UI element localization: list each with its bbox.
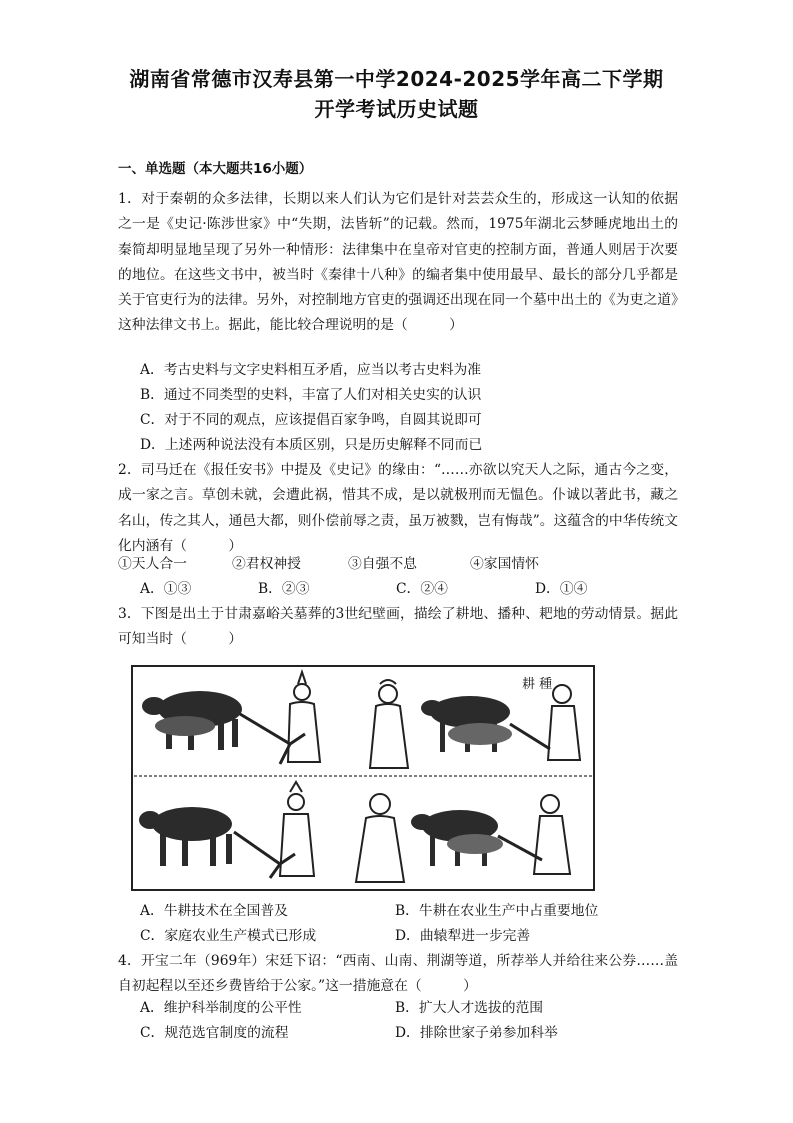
question-2-item-2: ②君权神授 — [232, 556, 301, 572]
question-2-option-b[interactable]: B．②③ — [258, 581, 310, 597]
question-2-option-a[interactable]: A．①③ — [140, 581, 192, 597]
question-2-option-d[interactable]: D．①④ — [535, 581, 588, 597]
question-4-option-d[interactable]: D．排除世家子弟参加科举 — [395, 1025, 558, 1041]
exam-title-line-1: 湖南省常德市汉寿县第一中学2024-2025学年高二下学期 — [129, 67, 664, 91]
question-4-stem: 4．开宝二年（969年）宋廷下诏：“西南、山南、荆湖等道，所荐举人并给往来公券……盖自初起程以至还乡费皆给于公家。”这一措施意在（ ） — [118, 953, 678, 995]
question-1-option-b[interactable]: B．通过不同类型的史料，丰富了人们对相关史实的认识 — [140, 387, 482, 403]
question-3-option-b[interactable]: B．牛耕在农业生产中占重要地位 — [395, 903, 599, 919]
question-2-stem: 2．司马迁在《报任安书》中提及《史记》的缘由：“……亦欲以究天人之际，通古今之变，成一家之言。草创未就，会遭此祸，惜其不成，是以就极刑而无愠色。仆诚以著此书，藏之名山，传之其人，通邑大都，则仆偿前辱之责，虽万被戮，岂有悔哉”。这蕴含的中华传统文化内涵有（ ） — [118, 462, 678, 554]
question-1-stem: 1．对于秦朝的众多法律，长期以来人们认为它们是针对芸芸众生的，形成这一认知的依据之一是《史记·陈涉世家》中“失期，法皆斩”的记载。然而，1975年湖北云梦睡虎地出土的秦简却明显地呈现了另外一种情形：法律集中在皇帝对官吏的控制方面，普通人则居于次要的地位。在这些文书中，被当时《秦律十八种》的编者集中使用最早、最长的部分几乎都是关于官吏行为的法律。另外，对控制地方官吏的强调还出现在同一个墓中出土的《为吏之道》这种法律文书上。据此，能比较合理说明的是（ ） — [118, 191, 678, 334]
question-2-item-4: ④家国情怀 — [470, 556, 539, 572]
question-1-option-c[interactable]: C．对于不同的观点，应该提倡百家争鸣，自圆其说即可 — [140, 412, 482, 428]
mural-inscription: 耕 種 — [522, 677, 553, 692]
question-3-stem: 3．下图是出土于甘肃嘉峪关墓葬的3世纪壁画，描绘了耕地、播种、耙地的劳动情景。据此可知当时（ ） — [118, 606, 678, 648]
section-heading: 一、单选题（本大题共16小题） — [118, 161, 313, 177]
question-2-option-c[interactable]: C．②④ — [396, 581, 448, 597]
question-2-item-1: ①天人合一 — [118, 556, 187, 572]
question-1-option-d[interactable]: D．上述两种说法没有本质区别，只是历史解释不同而已 — [140, 437, 483, 453]
question-4-option-a[interactable]: A．维护科举制度的公平性 — [140, 1000, 302, 1016]
exam-title-line-2: 开学考试历史试题 — [314, 97, 479, 121]
question-1-option-a[interactable]: A．考古史料与文字史料相互矛盾，应当以考古史料为准 — [140, 362, 482, 378]
question-3-option-c[interactable]: C．家庭农业生产模式已形成 — [140, 928, 317, 944]
question-3-option-d[interactable]: D．曲辕犁进一步完善 — [395, 928, 531, 944]
question-2-item-3: ③自强不息 — [348, 556, 417, 572]
question-4-option-c[interactable]: C．规范选官制度的流程 — [140, 1025, 289, 1041]
question-4-option-b[interactable]: B．扩大人才选拔的范围 — [395, 1000, 544, 1016]
mural-plowing-image — [130, 664, 596, 892]
question-3-option-a[interactable]: A．牛耕技术在全国普及 — [140, 903, 288, 919]
